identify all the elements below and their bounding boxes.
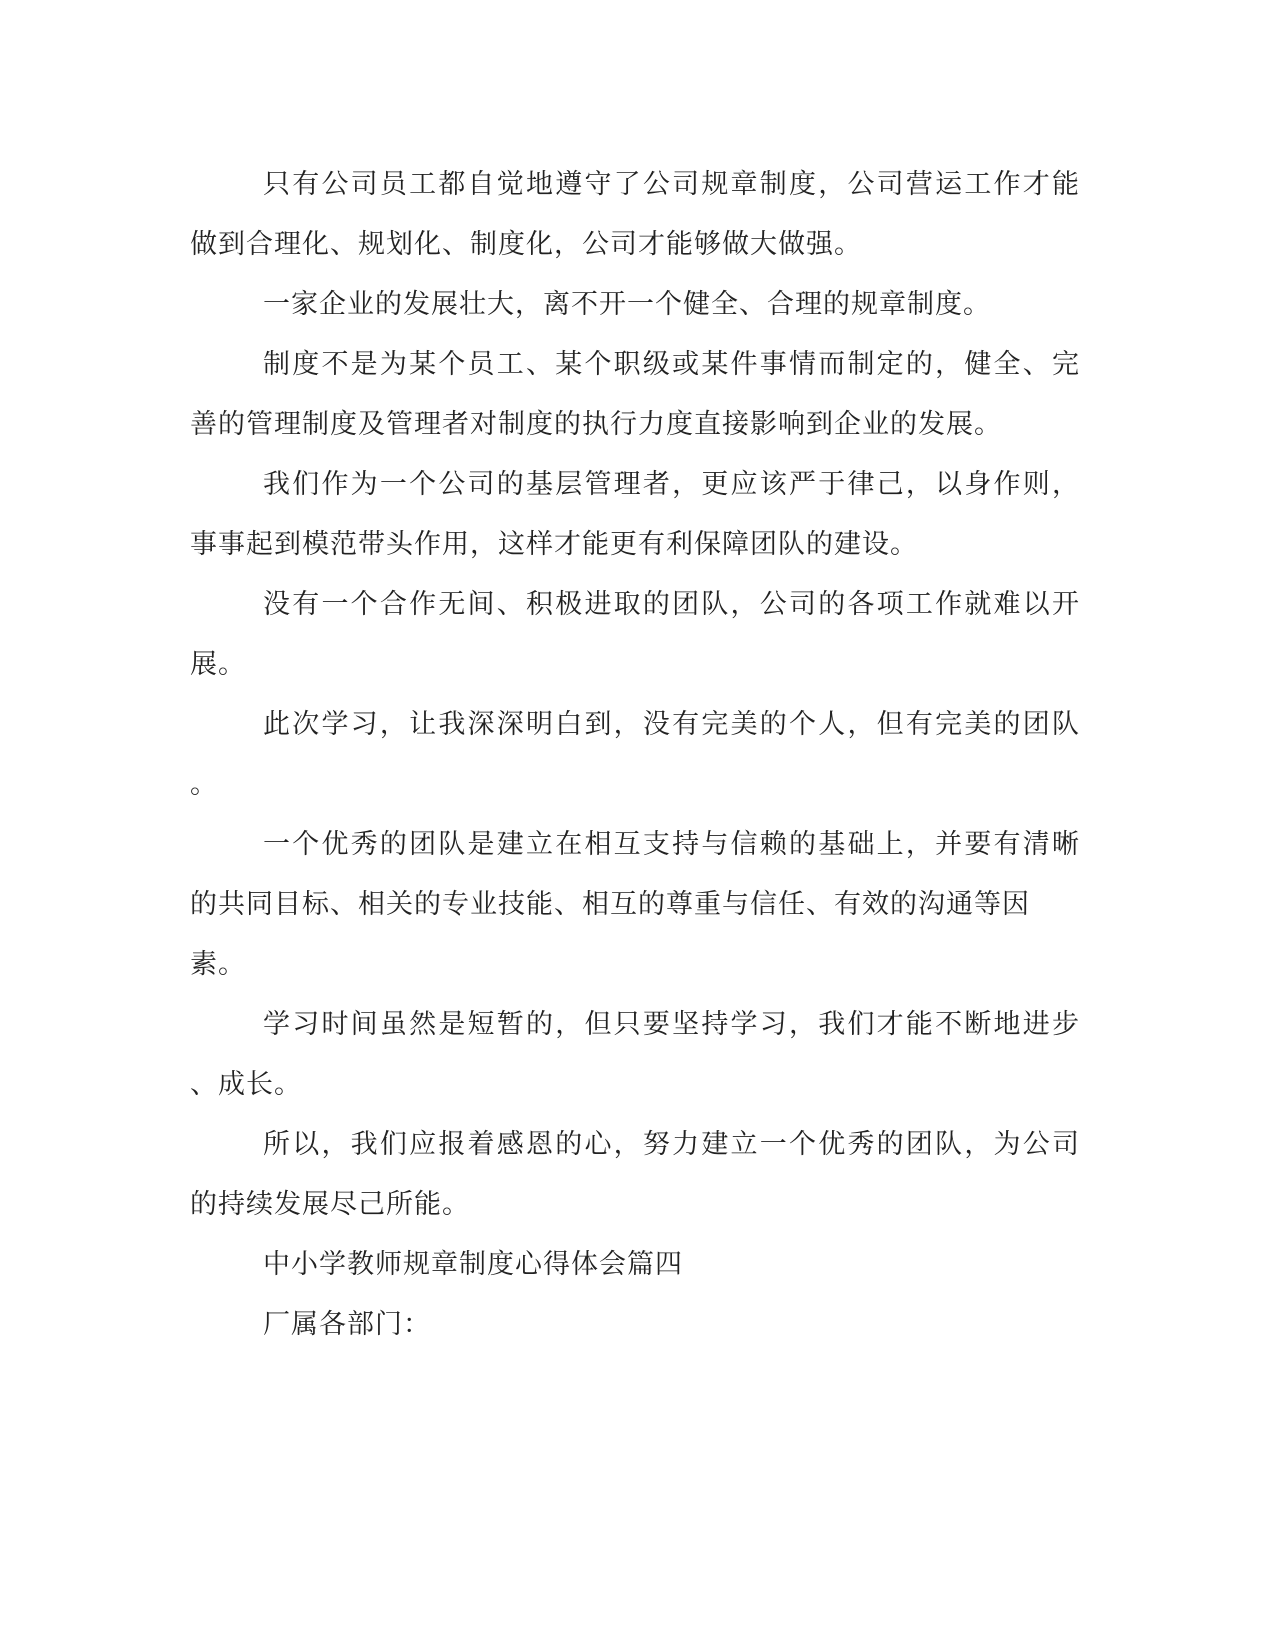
text-line: 的持续发展尽己所能。: [190, 1189, 470, 1220]
text-line: 。: [190, 769, 218, 800]
text-line: 展。: [190, 649, 246, 680]
section-heading: 中小学教师规章制度心得体会篇四: [263, 1249, 683, 1280]
text-line: 善的管理制度及管理者对制度的执行力度直接影响到企业的发展。: [190, 409, 1002, 440]
text-line: 只有公司员工都自觉地遵守了公司规章制度，公司营运工作才能: [263, 169, 1080, 200]
document-body: [190, 155, 1080, 1355]
text-line: 没有一个合作无间、积极进取的团队，公司的各项工作就难以开: [263, 589, 1080, 620]
text-line: 做到合理化、规划化、制度化，公司才能够做大做强。: [190, 229, 862, 260]
text-line: 素。: [190, 949, 246, 980]
text-line: 、成长。: [190, 1069, 302, 1100]
text-line: 一家企业的发展壮大，离不开一个健全、合理的规章制度。: [263, 289, 991, 320]
text-line: 制度不是为某个员工、某个职级或某件事情而制定的，健全、完: [263, 349, 1080, 380]
text-line: 所以，我们应报着感恩的心，努力建立一个优秀的团队，为公司: [263, 1129, 1080, 1160]
text-line: 事事起到模范带头作用，这样才能更有利保障团队的建设。: [190, 529, 918, 560]
text-line: 的共同目标、相关的专业技能、相互的尊重与信任、有效的沟通等因: [190, 889, 1030, 920]
text-line: 此次学习，让我深深明白到，没有完美的个人，但有完美的团队: [263, 709, 1080, 740]
text-line: 我们作为一个公司的基层管理者，更应该严于律己，以身作则，: [263, 469, 1080, 500]
text-line: 学习时间虽然是短暂的，但只要坚持学习，我们才能不断地进步: [263, 1009, 1080, 1040]
salutation: 厂属各部门：: [263, 1309, 431, 1340]
text-line: 一个优秀的团队是建立在相互支持与信赖的基础上，并要有清晰: [263, 829, 1080, 860]
